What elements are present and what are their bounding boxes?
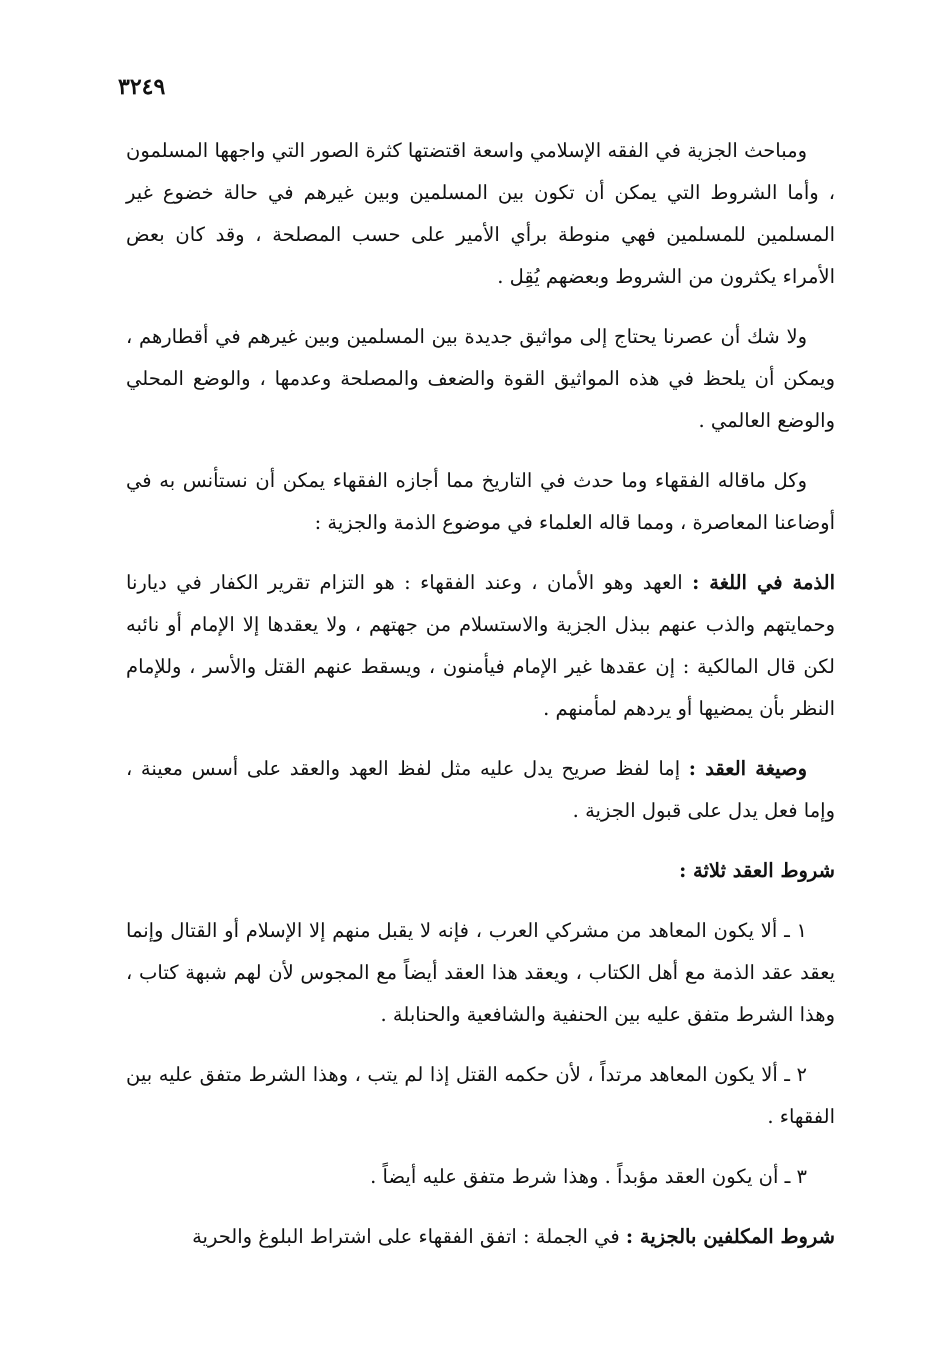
list-item-condition-2 xyxy=(126,1054,835,1138)
paragraph-liable-conditions xyxy=(126,1216,835,1258)
paragraph-text: ٢ ـ ألا يكون المعاهد مرتداً ، لأن حكمه القتل إذا لم يتب ، وهذا الشرط متفق عليه بين الفقهاء . xyxy=(126,1063,835,1128)
paragraph-modern-covenants xyxy=(126,316,835,442)
run-in-heading: وصيغة العقد : xyxy=(688,757,807,780)
paragraph-text: ١ ـ ألا يكون المعاهد من مشركي العرب ، فإنه لا يقبل منهم إلا الإسلام أو القتال وإنما يعقد عقد الذمة مع أهل الكتاب ، ويعقد هذا العقد أيضاً مع المجوس لأن لهم شبهة كتاب ، وهذا الشرط متفق عليه بين الحنفية والشافعية والحنابلة . xyxy=(126,919,835,1026)
run-in-heading: شروط المكلفين بالجزية : xyxy=(625,1225,835,1248)
paragraph-text: وكل ماقاله الفقهاء وما حدث في التاريخ مما أجازه الفقهاء يمكن أن نستأنس به في أوضاعنا المعاصرة ، ومما قاله العلماء في موضوع الذمة والجزية : xyxy=(126,469,835,534)
paragraph-text: ولا شك أن عصرنا يحتاج إلى مواثيق جديدة بين المسلمين وبين غيرهم في أقطارهم ، ويمكن أن يلحظ في هذه المواثيق القوة والضعف والمصلحة وعدمها ، والوضع المحلي والوضع العالمي . xyxy=(126,325,835,432)
paragraph-text: ٣ ـ أن يكون العقد مؤبداً . وهذا شرط متفق عليه أيضاً . xyxy=(370,1165,807,1188)
section-heading: شروط العقد ثلاثة : xyxy=(679,859,835,882)
list-item-condition-3 xyxy=(126,1156,835,1198)
paragraph-text: ومباحث الجزية في الفقه الإسلامي واسعة اقتضتها كثرة الصور التي واجهها المسلمون ، وأما الشروط التي يمكن أن تكون بين المسلمين وبين غيرهم في حالة خضوع غير المسلمين للمسلمين فهي منوطة برأي الأمير على حسب المصلحة ، وقد كان بعض الأمراء يكثرون من الشروط وبعضهم يُقِل . xyxy=(126,139,835,288)
paragraph-text: في الجملة : اتفق الفقهاء على اشتراط البلوغ والحرية xyxy=(192,1225,626,1248)
list-item-condition-1 xyxy=(126,910,835,1036)
paragraph-contract-formula xyxy=(126,748,835,832)
section-heading-contract-conditions xyxy=(126,850,835,892)
paragraph-text: إما لفظ صريح يدل عليه مثل لفظ العهد والعقد على أسس معينة ، وإما فعل يدل على قبول الجزية . xyxy=(126,757,835,822)
paragraph-dhimma-definition xyxy=(126,562,835,730)
body-text xyxy=(126,130,835,1276)
paragraph-jizya-intro xyxy=(126,130,835,298)
paragraph-jurists-sayings xyxy=(126,460,835,544)
page-number: ٣٢٤٩ xyxy=(118,74,166,100)
run-in-heading: الذمة في اللغة : xyxy=(692,571,836,594)
paragraph-text: العهد وهو الأمان ، وعند الفقهاء : هو التزام تقرير الكفار في ديارنا وحمايتهم والذب عنهم ببذل الجزية والاستسلام من جهتهم ، ولا يعقدها إلا الإمام أو نائبه لكن قال المالكية : إن عقدها غير الإمام فيأمنون ، ويسقط عنهم القتل والأسر ، وللإمام النظر بأن يمضيها أو يردهم لمأمنهم . xyxy=(126,571,835,720)
